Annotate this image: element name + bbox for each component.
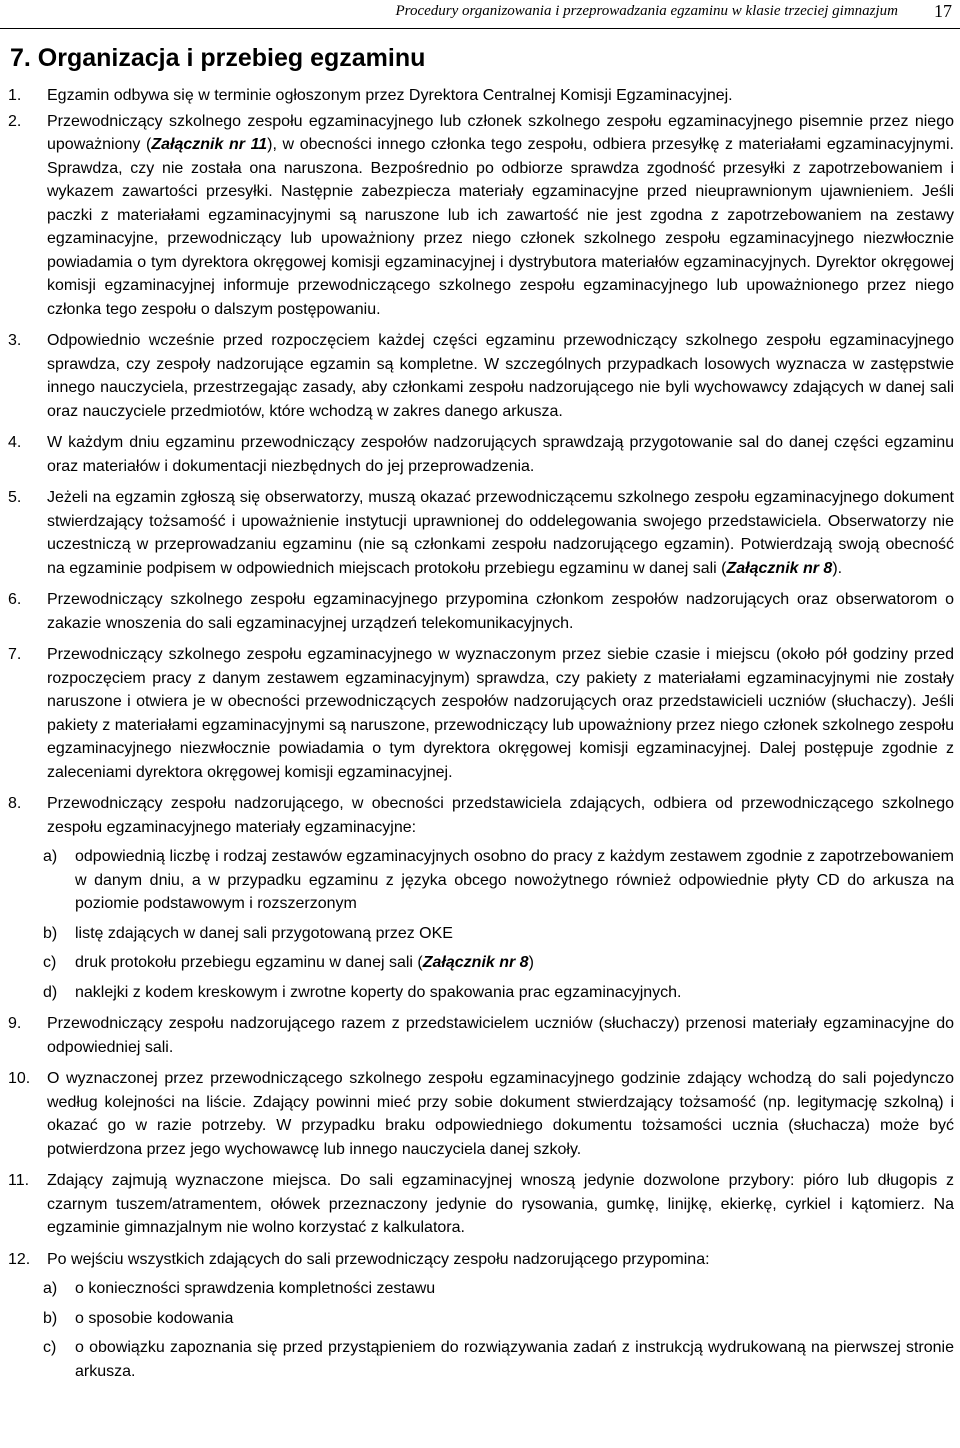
page-number: 17 [934, 1, 952, 21]
item-text: Egzamin odbywa się w terminie ogłoszonym przez Dyrektora Centralnej Komisji Egzaminacyjnej. [47, 87, 733, 104]
sub-item-text: o sposobie kodowania [75, 1309, 234, 1327]
item-number: 9. [8, 1015, 22, 1032]
item-number: 5. [8, 489, 22, 506]
item-text: Przewodniczący szkolnego zespołu egzaminacyjnego przypomina członkom zespołów nadzorujących oraz obserwatorom o zakazie wnoszenia do sali egzaminacyjnej urządzeń telekomunikacyjnych. [47, 591, 954, 632]
item-text: W każdym dniu egzaminu przewodniczący zespołów nadzorujących sprawdzają przygotowanie sal do danej części egzaminu oraz materiałów i dokumentacji niezbędnych do jej przeprowadzenia. [47, 434, 954, 475]
item-text-part: ). [832, 559, 843, 577]
item-text: Po wejściu wszystkich zdających do sali przewodniczący zespołu nadzorującego przypomina: [47, 1250, 710, 1268]
sub-item-letter: b) [43, 1309, 58, 1327]
attachment-reference: Załącznik nr 8 [726, 559, 833, 577]
sub-item-text: listę zdających w danej sali przygotowaną przez OKE [75, 924, 453, 942]
sub-item-letter: d) [43, 983, 58, 1001]
item-number: 11. [8, 1172, 30, 1189]
item-text-part: Jeżeli na egzamin zgłoszą się obserwatorzy, muszą okazać przewodniczącemu szkolnego zespołu egzaminacyjnego dokument stwierdzający tożsamość i upoważnienie instytucji uprawnionej do oddelegowania swojego przedstawiciela. Obserwatorzy nie uczestniczą w przeprowadzaniu egzaminu (nie są członkami zespołu nadzorującego egzamin). Potwierdzają swoją obecność na egzaminie podpisem w odpowiednich miejscach protokołu przebiegu egzaminu w danej sali ( [47, 489, 954, 577]
sub-item-text-part: druk protokołu przebiegu egzaminu w danej sali ( [75, 954, 423, 971]
sub-item-12b [0, 1307, 960, 1331]
list-item-3 [0, 329, 960, 423]
document-body [0, 84, 960, 1383]
sub-item-12c [0, 1336, 960, 1383]
list-item-4 [0, 431, 960, 478]
list-item-2 [0, 110, 960, 322]
list-item-9 [0, 1012, 960, 1059]
attachment-reference: Załącznik nr 11 [151, 136, 268, 153]
sub-item-text: o konieczności sprawdzenia kompletności zestawu [75, 1280, 436, 1297]
item-number: 3. [8, 332, 22, 349]
sub-item-text-part: ) [528, 954, 534, 971]
attachment-reference: Załącznik nr 8 [422, 954, 529, 971]
list-item-5 [0, 486, 960, 580]
item-text: Odpowiednio wcześnie przed rozpoczęciem każdej części egzaminu przewodniczący szkolnego zespołu egzaminacyjnego sprawdza, czy zespoły nadzorujące egzamin są kompletne. W szczególnych przypadkach losowych wyznacza w zastępstwie innego nauczyciela, przestrzegając zasady, aby członkami zespołu nadzorującego nie byli wychowawcy zdających w danej sali oraz nauczyciele przedmiotów, które wchodzą w zakres danego arkusza. [47, 332, 954, 420]
item-text: Przewodniczący zespołu nadzorującego razem z przedstawicielem uczniów (słuchaczy) przenosi materiały egzaminacyjne do odpowiedniej sali. [47, 1015, 954, 1056]
list-item-12 [0, 1248, 960, 1272]
sub-item-letter: b) [43, 924, 58, 942]
sub-item-8a [0, 845, 960, 916]
list-item-7 [0, 643, 960, 784]
list-item-1 [0, 84, 960, 108]
item-text [47, 486, 954, 580]
item-number: 12. [8, 1250, 31, 1268]
section-title: 7. Organizacja i przebieg egzaminu [10, 44, 426, 72]
sub-item-8c [0, 951, 960, 975]
sub-item-text: naklejki z kodem kreskowym i zwrotne koperty do spakowania prac egzaminacyjnych. [75, 983, 682, 1001]
sub-item-8b [0, 922, 960, 946]
header-rule [0, 28, 960, 29]
item-number: 1. [8, 87, 22, 104]
item-text-part: Przewodniczący szkolnego zespołu egzaminacyjnego lub członek szkolnego zespołu egzaminacyjnego pisemnie przez niego upoważniony ( [47, 112, 954, 153]
item-number: 4. [8, 434, 22, 451]
list-item-8 [0, 792, 960, 839]
item-text: Przewodniczący szkolnego zespołu egzaminacyjnego w wyznaczonym przez siebie czasie i miejscu (około pół godziny przed rozpoczęciem pracy z danym zestawem egzaminacyjnym) sprawdza, czy pakiety z materiałami egzaminacyjnymi nie zostały naruszone i otwiera je w obecności przewodniczących zespołów nadzorujących oraz przedstawicieli uczniów (słuchaczy). Jeśli pakiety z materiałami egzaminacyjnymi są naruszone, przewodniczący lub upoważniony przez niego członek szkolnego zespołu egzaminacyjnego niezwłocznie powiadamia o tym dyrektora okręgowej komisji egzaminacyjnej. Dalej postępuje zgodnie z zaleceniami dyrektora okręgowej komisji egzaminacyjnej. [47, 646, 954, 781]
page-header [0, 0, 960, 28]
item-number: 2. [8, 112, 22, 130]
sub-item-letter: a) [43, 1280, 58, 1297]
sub-item-letter: a) [43, 848, 58, 865]
item-text-part: ), w obecności innego członka tego zespołu, odbiera przesyłkę z materiałami egzaminacyjnymi. Sprawdza, czy nie została ona naruszona. Bezpośrednio po odbiorze sprawdza zgodność przesyłki z zapotrzebowaniem i wykazem zawartości przesyłki. Następnie zabezpiecza materiały egzaminacyjne przed nieuprawnionym ujawnieniem. Jeśli paczki z materiałami egzaminacyjnymi są naruszone lub ich zawartość nie jest zgodna z zapotrzebowaniem na zestawy egzaminacyjne, przewodniczący lub upoważniony przez niego członek szkolnego zespołu egzaminacyjnego niezwłocznie powiadamia o tym dyrektora okręgowej komisji egzaminacyjnej i dystrybutora materiałów egzaminacyjnych. Dyrektor okręgowej komisji egzaminacyjnej informuje przewodniczącego szkolnego zespołu egzaminacyjnego lub upoważnionego przez niego członka tego zespołu o dalszym postępowaniu. [47, 136, 954, 318]
list-item-6 [0, 588, 960, 635]
running-title: Procedury organizowania i przeprowadzania egzaminu w klasie trzeciej gimnazjum [395, 3, 898, 19]
sub-item-letter: c) [43, 954, 57, 971]
item-text: Przewodniczący zespołu nadzorującego, w obecności przedstawiciela zdających, odbiera od przewodniczącego szkolnego zespołu egzaminacyjnego materiały egzaminacyjne: [47, 795, 954, 836]
sub-item-text: odpowiednią liczbę i rodzaj zestawów egzaminacyjnych osobno do pracy z każdym zestawem zgodnie z zapotrzebowaniem w danym dniu, a w przypadku egzaminu z języka obcego nowożytnego również odpowiednie płyty CD do arkusza na poziomie podstawowym i rozszerzonym [75, 848, 954, 912]
sub-item-8d [0, 981, 960, 1005]
item-text [47, 110, 954, 322]
list-item-11 [0, 1169, 960, 1240]
item-text: O wyznaczonej przez przewodniczącego szkolnego zespołu egzaminacyjnego godzinie zdający wchodzą do sali pojedynczo według kolejności na liście. Zdający powinni mieć przy sobie dokument stwierdzający tożsamość (np. legitymację szkolną) i okazać go w razie potrzeby. W przypadku braku odpowiedniego dokumentu tożsamości ucznia (słuchacza) może być potwierdzona przez jego wychowawcę lub innego nauczyciela danej szkoły. [47, 1070, 954, 1158]
item-text: Zdający zajmują wyznaczone miejsca. Do sali egzaminacyjnej wnoszą jedynie dozwolone przybory: pióro lub długopis z czarnym tuszem/atramentem, ołówek przeznaczony jedynie do rysowania, gumkę, linijkę, ekierkę, cyrkiel i kątomierz. Na egzaminie gimnazjalnym nie wolno korzystać z kalkulatora. [47, 1172, 954, 1236]
item-number: 6. [8, 591, 22, 608]
sub-item-12a [0, 1277, 960, 1301]
sub-item-text [75, 951, 954, 975]
sub-item-letter: c) [43, 1339, 57, 1356]
list-item-10 [0, 1067, 960, 1161]
item-number: 7. [8, 646, 22, 663]
item-number: 10. [8, 1070, 31, 1087]
sub-item-text: o obowiązku zapoznania się przed przystąpieniem do rozwiązywania zadań z instrukcją wydrukowaną na pierwszej stronie arkusza. [75, 1339, 954, 1380]
item-number: 8. [8, 795, 22, 812]
